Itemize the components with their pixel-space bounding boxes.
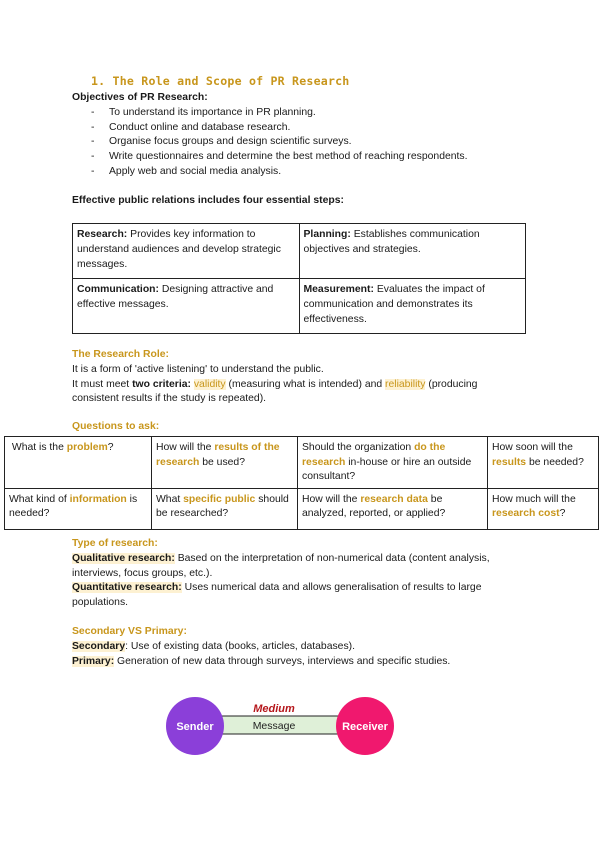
text-span: How will the: [156, 442, 215, 453]
keyword: research cost: [492, 508, 560, 520]
objectives-section: [72, 91, 468, 180]
medium-label: Medium: [253, 703, 295, 715]
research-role-criteria: [72, 378, 522, 408]
list-item: - Conduct online and database research.: [91, 121, 468, 136]
list-item: - Write questionnaires and determine the best method of reaching respondents.: [91, 150, 468, 165]
criteria-label: two criteria:: [132, 378, 191, 390]
step-measurement-cell: [299, 279, 526, 334]
primary-term: Primary:: [72, 655, 115, 667]
question-cell: [298, 488, 488, 529]
text-span: ?: [559, 508, 566, 520]
text-span: Generation of new data through surveys, interviews and specific studies.: [114, 655, 451, 667]
text-span: in-house or hire an outside consultant?: [302, 456, 472, 483]
research-role-section: [72, 348, 522, 407]
types-section: [72, 537, 527, 611]
communication-diagram: [160, 695, 405, 765]
types-heading: Type of research:: [72, 538, 158, 549]
list-item: - To understand its importance in PR planning.: [91, 106, 468, 121]
text-span: How much will the: [492, 493, 576, 505]
step-term: Planning:: [303, 229, 351, 240]
text-span: be analyzed, reported, or applied?: [302, 493, 446, 520]
step-term: Communication:: [77, 284, 159, 295]
text-span: How soon will the: [492, 442, 573, 453]
text-span: Should the organization: [302, 442, 415, 453]
research-role-heading: The Research Role:: [72, 349, 170, 360]
keyword: problem: [66, 442, 108, 453]
text-span: (measuring what is intended) and: [225, 378, 386, 390]
receiver-label: Receiver: [342, 721, 388, 733]
secondary-paragraph: [72, 640, 527, 655]
text-span: (producing consistent results if the study is repeated).: [72, 378, 478, 405]
objectives-list: [91, 106, 468, 180]
text-span: should be researched?: [156, 493, 289, 520]
qualitative-paragraph: [72, 552, 527, 582]
question-cell: [298, 437, 488, 489]
validity-highlight: validity: [193, 378, 226, 390]
steps-table: [72, 223, 526, 334]
step-communication-cell: [73, 279, 300, 334]
text-span: is needed?: [9, 493, 138, 520]
step-planning-cell: [299, 224, 526, 279]
reliability-highlight: reliability: [385, 378, 426, 390]
step-text: Provides key information to understand audiences and develop strategic messages.: [77, 229, 281, 271]
keyword: specific public: [183, 493, 256, 505]
question-cell: [152, 488, 298, 529]
keyword: results of the research: [156, 442, 280, 468]
quantitative-term: Quantitative research:: [72, 582, 182, 594]
quantitative-paragraph: [72, 581, 527, 611]
secondary-primary-heading: Secondary VS Primary:: [72, 626, 187, 637]
step-research-cell: [73, 224, 300, 279]
keyword: results: [492, 456, 527, 468]
step-text: Designing attractive and effective messages.: [77, 284, 274, 311]
question-cell: [152, 437, 298, 489]
objectives-heading: Objectives of PR Research:: [72, 92, 208, 103]
text-span: : Use of existing data (books, articles, databases).: [125, 640, 356, 652]
question-cell: [5, 488, 152, 529]
list-item: - Organise focus groups and design scientific surveys.: [91, 135, 468, 150]
research-role-line1: It is a form of 'active listening' to understand the public.: [72, 363, 324, 375]
keyword: research data: [360, 493, 428, 505]
step-text: Evaluates the impact of communication and demonstrates its effectiveness.: [303, 284, 485, 326]
step-text: Establishes communication objectives and strategies.: [303, 229, 480, 256]
message-label: Message: [252, 720, 296, 732]
text-span: be needed?: [526, 456, 584, 468]
text-span: Based on the interpretation of non-numerical data (content analysis, interviews, focus groups, etc.).: [72, 552, 490, 579]
question-cell: [488, 488, 599, 529]
keyword: do the research: [302, 442, 446, 468]
list-item: - Apply web and social media analysis.: [91, 165, 468, 180]
question-cell: [5, 437, 152, 489]
secondary-term: Secondary: [72, 640, 126, 652]
question-cell: [488, 437, 599, 489]
text-span: ?: [107, 442, 114, 453]
steps-heading: Effective public relations includes four essential steps:: [72, 195, 344, 206]
text-span: be used?: [199, 456, 245, 468]
text-span: How will the: [302, 493, 361, 505]
text-span: Uses numerical data and allows generalisation of results to large populations.: [72, 582, 482, 609]
secondary-primary-section: [72, 625, 527, 669]
text-span: What: [156, 493, 184, 505]
primary-paragraph: [72, 655, 527, 670]
text-span: What kind of: [9, 493, 70, 505]
sender-label: Sender: [176, 721, 214, 733]
text-span: It must meet: [72, 378, 133, 390]
qualitative-term: Qualitative research:: [72, 552, 175, 564]
keyword: information: [69, 493, 127, 505]
questions-heading: Questions to ask:: [72, 421, 160, 432]
step-term: Research:: [77, 229, 128, 240]
page-title: 1. The Role and Scope of PR Research: [91, 74, 350, 88]
step-term: Measurement:: [303, 284, 374, 295]
text-span: What is the: [11, 442, 67, 453]
questions-table: [4, 436, 599, 530]
